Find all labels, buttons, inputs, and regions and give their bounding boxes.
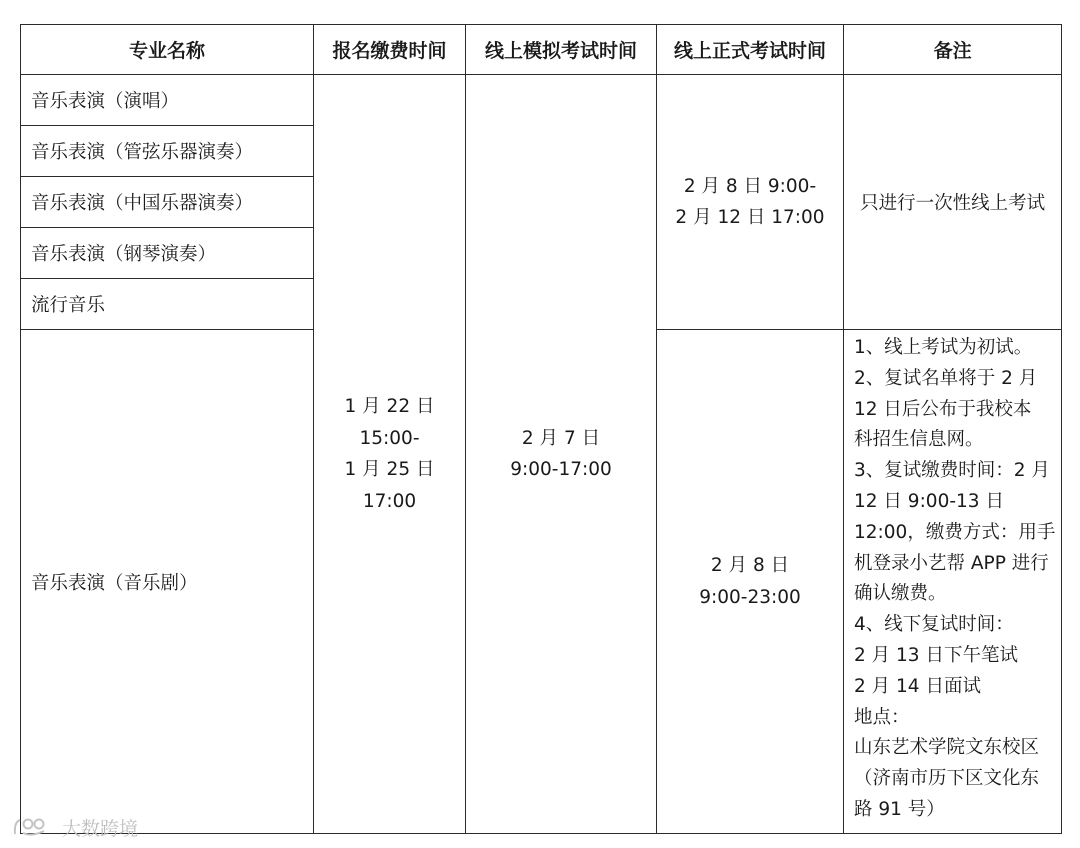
remark-line: 12 日后公布于我校本 <box>854 398 1032 420</box>
registration-line: 17:00 <box>362 490 417 512</box>
remark-line: 3、复试缴费时间：2 月 <box>854 460 1050 482</box>
major-cell: 音乐表演（演唱） <box>21 75 314 126</box>
mock-exam-time-cell <box>466 75 657 834</box>
registration-line: 15:00- <box>359 427 420 449</box>
watermark-logo-icon <box>12 816 50 843</box>
registration-time-cell <box>314 75 466 834</box>
header-formal-exam: 线上正式考试时间 <box>657 25 844 75</box>
formal-exam-line: 2 月 12 日 17:00 <box>675 207 825 228</box>
formal-exam-time-cell-2 <box>657 330 844 834</box>
registration-line: 1 月 25 日 <box>344 459 435 480</box>
major-cell: 音乐表演（钢琴演奏） <box>21 228 314 279</box>
watermark <box>12 814 138 843</box>
remark-line: 2 月 14 日面试 <box>854 675 981 697</box>
mock-exam-line: 2 月 7 日 <box>521 427 601 449</box>
remark-line: 山东艺术学院文东校区 <box>854 737 1040 759</box>
remark-line: 4、线下复试时间： <box>854 614 1014 636</box>
remark-line: 地点： <box>854 706 910 728</box>
formal-exam-line: 2 月 8 日 9:00- <box>683 175 817 197</box>
exam-schedule-table <box>20 24 1062 834</box>
remark-line: （济南市历下区文化东 <box>854 768 1040 790</box>
formal-exam-line: 2 月 8 日 <box>710 555 790 576</box>
mock-exam-line: 9:00-17:00 <box>510 459 612 480</box>
remark-line: 2 月 13 日下午笔试 <box>854 644 1018 666</box>
remark-line: 机登录小艺帮 APP 进行 <box>854 552 1049 574</box>
remark-line: 路 91 号） <box>854 798 945 820</box>
header-major: 专业名称 <box>21 25 314 75</box>
remarks-cell-2 <box>844 330 1062 834</box>
header-registration: 报名缴费时间 <box>314 25 466 75</box>
header-remarks: 备注 <box>844 25 1062 75</box>
watermark-text: 大数跨境 <box>62 818 139 840</box>
major-cell: 音乐表演（音乐剧） <box>21 330 314 834</box>
major-cell: 音乐表演（中国乐器演奏） <box>21 177 314 228</box>
remark-line: 1、线上考试为初试。 <box>854 337 1033 358</box>
remark-line: 科招生信息网。 <box>854 429 984 451</box>
header-row <box>21 25 1062 75</box>
remark-line: 12:00，缴费方式：用手 <box>854 521 1056 543</box>
header-mock-exam: 线上模拟考试时间 <box>466 25 657 75</box>
major-cell: 流行音乐 <box>21 279 314 330</box>
registration-line: 1 月 22 日 <box>344 396 435 417</box>
formal-exam-line: 9:00-23:00 <box>699 586 801 608</box>
remark-line: 确认缴费。 <box>854 583 947 605</box>
remark-line: 12 日 9:00-13 日 <box>854 490 1004 512</box>
major-cell: 音乐表演（管弦乐器演奏） <box>21 126 314 177</box>
remark-line: 2、复试名单将于 2 月 <box>854 367 1038 389</box>
formal-exam-time-cell-1 <box>657 75 844 330</box>
remarks-cell-1: 只进行一次性线上考试 <box>844 75 1062 330</box>
table-row <box>21 75 1062 126</box>
